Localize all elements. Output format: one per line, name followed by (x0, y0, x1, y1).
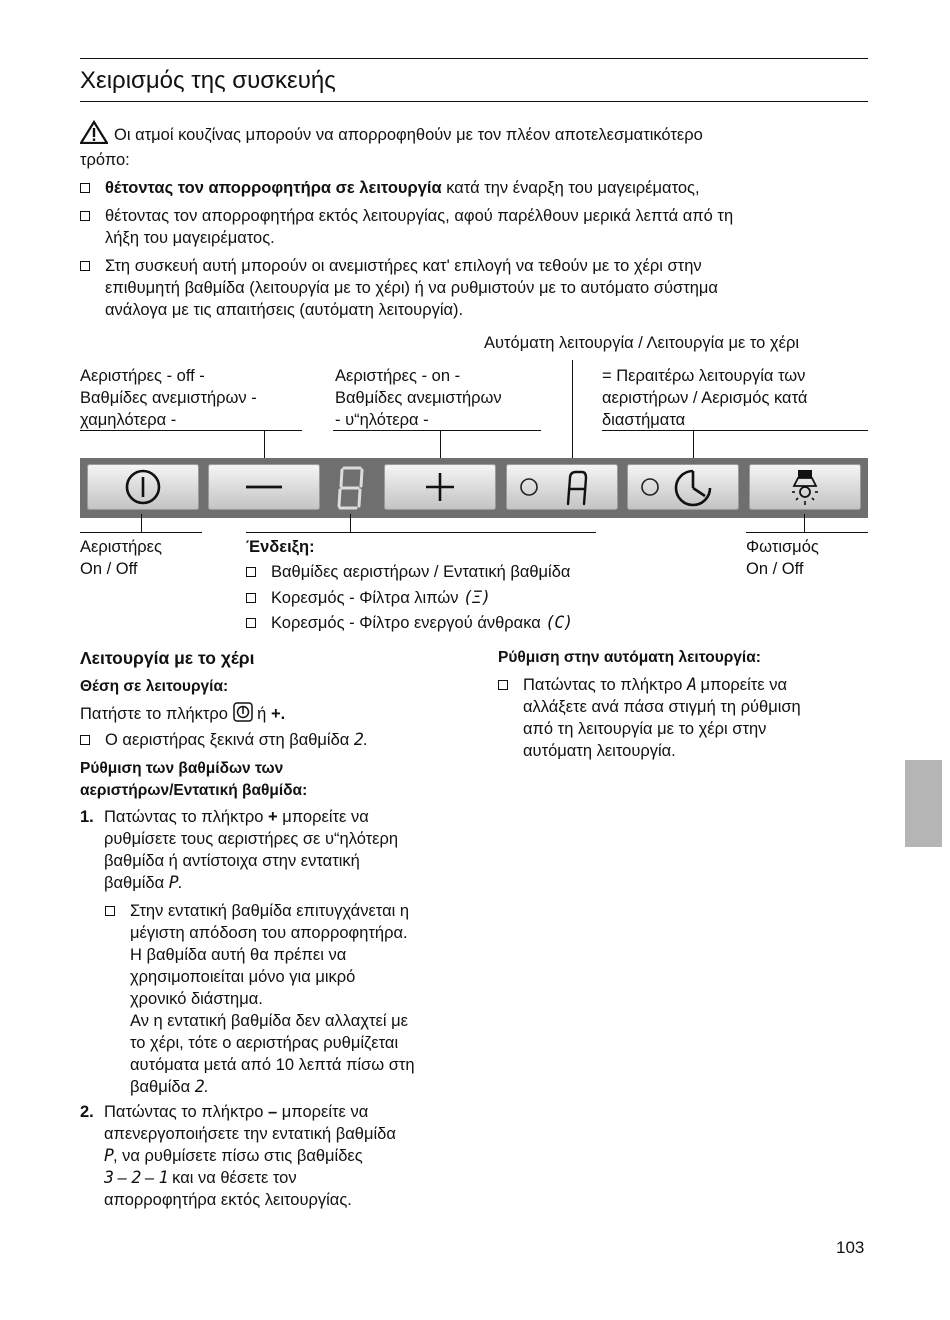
text: βαθμίδα ή αντίστοιχα στην εντατική (104, 852, 360, 870)
text: Πατώντας το πλήκτρο (104, 1103, 264, 1121)
list-item (80, 729, 480, 751)
text: αλλάξετε ανά πάσα στιγμή τη ρύθμιση (523, 698, 801, 716)
level-digit: P (104, 1146, 113, 1165)
step-number: 1. (80, 808, 94, 826)
text: από τη λειτουργία με το χέρι στην (523, 720, 767, 738)
manual-heading: Λειτουργία με το χέρι (80, 648, 255, 668)
manual-press-line (80, 702, 285, 728)
warning-text-cont: τρόπο: (80, 151, 130, 169)
level-digit: 3 (104, 1168, 113, 1187)
level-digit: 2 (131, 1168, 141, 1187)
list-item (80, 177, 880, 199)
text: Στην εντατική βαθμίδα επιτυγχάνεται η (130, 902, 410, 920)
leader-line (602, 430, 868, 431)
label-line: χαμηλότερα - (80, 411, 177, 429)
auto-icon (506, 464, 618, 510)
power-button[interactable] (87, 464, 199, 510)
list-item-line: λήξη του μαγειρέματος. (105, 229, 275, 247)
list-item (246, 612, 716, 634)
text: Πατώντας το πλήκτρο (104, 808, 264, 826)
power-icon (87, 464, 199, 510)
display-code: (Ξ) (463, 588, 490, 607)
level-digit: 2 (353, 730, 363, 749)
text: – (117, 1169, 127, 1187)
minus-key-text: – (268, 1103, 278, 1121)
list-item-line: Στη συσκευή αυτή μπορούν οι ανεμιστήρες κατ' επιλογή να τεθούν με το χέρι στην (105, 257, 702, 275)
text: χρονικό διάστημα. (130, 990, 263, 1008)
list-item-line: ανάλογα με τις απαιτήσεις (αυτόματη λειτουργία). (105, 301, 464, 319)
text: – (144, 1169, 155, 1187)
text: απορροφητήρα εκτός λειτουργίας. (104, 1191, 352, 1209)
text: μπορείτε να (700, 676, 788, 694)
text: Πατήστε το πλήκτρο (80, 705, 228, 723)
text: μπορείτε να (281, 1103, 369, 1121)
text: αυτόματη λειτουργία. (523, 742, 676, 760)
digit-display (332, 462, 372, 514)
label-line: Βαθμίδες ανεμιστήρων (335, 389, 502, 407)
list-item (246, 561, 716, 583)
leader-line (804, 514, 805, 532)
text: μπορείτε να (282, 808, 369, 826)
label-line: Αεριστήρες - on - (335, 367, 461, 385)
minus-icon (208, 464, 320, 510)
manual-sub-start: Θέση σε λειτουργία: (80, 678, 229, 695)
list-item (80, 205, 880, 249)
label-line: On / Off (746, 560, 804, 578)
leader-line (80, 532, 202, 533)
plus-icon (384, 464, 496, 510)
display-title: Ένδειξη: (246, 538, 315, 556)
checkbox-bullet-icon (80, 183, 90, 193)
header-top-rule (80, 58, 868, 59)
text: το χέρι, τότε ο αεριστήρας ρυθμίζεται (130, 1034, 399, 1052)
page-number: 103 (836, 1238, 865, 1257)
label-auto-manual: Αυτόματη λειτουργία / Λειτουργία με το χέρι (484, 334, 799, 352)
step-2 (80, 1101, 480, 1211)
checkbox-bullet-icon (246, 593, 256, 603)
plus-key-text: +. (270, 705, 286, 723)
checkbox-bullet-icon (246, 618, 256, 628)
auto-key-glyph: A (687, 675, 696, 694)
auto-button[interactable] (506, 464, 618, 510)
list-item (498, 674, 868, 762)
list-item-bold: θέτοντας τον απορροφητήρα σε λειτουργία (105, 179, 442, 197)
list-item (105, 900, 480, 1098)
text: ρυθμίσετε τους αεριστήρες σε υ“ηλότερη (104, 830, 399, 848)
timer-icon (627, 464, 739, 510)
text: Ρύθμιση των βαθμίδων των (80, 760, 284, 777)
step-number: 2. (80, 1103, 94, 1121)
text: Ο αεριστήρας ξεκινά στη βαθμίδα (105, 731, 350, 749)
checkbox-bullet-icon (80, 261, 90, 271)
label-light (746, 536, 819, 580)
auto-heading: Ρύθμιση στην αυτόματη λειτουργία: (498, 649, 761, 666)
warning-block (80, 120, 880, 150)
interval-button[interactable] (627, 464, 739, 510)
label-line: αεριστήρων / Αερισμός κατά (602, 389, 808, 407)
text: αυτόματα μετά από 10 λεπτά πίσω στη (130, 1056, 415, 1074)
list-item-line: θέτοντας τον απορροφητήρα εκτός λειτουργίας, αφού παρέλθουν μερικά λεπτά από τη (105, 207, 734, 225)
checkbox-bullet-icon (246, 567, 256, 577)
text: Η βαθμίδα αυτή θα πρέπει να (130, 946, 347, 964)
label-line: Αεριστήρες - off - (80, 367, 205, 385)
list-item-rest: κατά την έναρξη του μαγειρέματος, (441, 179, 700, 197)
text: Πατώντας το πλήκτρο (523, 676, 683, 694)
warning-icon (80, 120, 108, 150)
list-item-line: επιθυμητή βαθμίδα (λειτουργία με το χέρι) ή να ρυθμιστούν με το αυτόματο σύστημα (105, 279, 718, 297)
text: . (177, 874, 183, 892)
display-code: (C) (545, 613, 573, 632)
text: μέγιστη απόδοση του απορροφητήρα. (130, 924, 408, 942)
label-interval (602, 365, 807, 431)
display-item: Κορεσμός - Φίλτρο ενεργού άνθρακα (271, 614, 541, 632)
label-fans-on (335, 365, 502, 431)
checkbox-bullet-icon (80, 735, 90, 745)
label-line: - υ“ηλότερα - (335, 411, 429, 429)
label-line: διαστήματα (602, 411, 686, 429)
label-line: Βαθμίδες ανεμιστήρων - (80, 389, 257, 407)
leader-line (333, 430, 541, 431)
text: βαθμίδα (104, 874, 165, 892)
text: αεριστήρων/Εντατική βαθμίδα: (80, 782, 308, 799)
step-1 (80, 806, 480, 894)
text: βαθμίδα (130, 1078, 191, 1096)
label-line: Φωτισμός (746, 538, 819, 556)
display-item: Κορεσμός - Φίλτρα λιπών (271, 589, 459, 607)
checkbox-bullet-icon (498, 680, 508, 690)
leader-line (746, 532, 868, 533)
display-item: Βαθμίδες αεριστήρων / Εντατική βαθμίδα (271, 563, 571, 581)
text: Αν η εντατική βαθμίδα δεν αλλαχτεί με (130, 1012, 408, 1030)
manual-sub-levels (80, 758, 307, 802)
leader-line (572, 360, 573, 464)
checkbox-bullet-icon (105, 906, 115, 916)
warning-text: Οι ατμοί κουζίνας μπορούν να απορροφηθούν με τον πλέον αποτελεσματικότερο (114, 126, 703, 144)
list-item (80, 255, 880, 321)
level-digit: 2 (194, 1077, 204, 1096)
leader-line (246, 532, 596, 533)
text: χρησιμοποιείται μόνο για μικρό (130, 968, 356, 986)
leader-line (141, 514, 142, 532)
label-fans-off (80, 365, 257, 431)
text: ή (257, 705, 267, 723)
minus-button[interactable] (208, 464, 320, 510)
label-line: = Περαιτέρω λειτουργία των (602, 367, 806, 385)
level-digit: P (168, 873, 178, 892)
section-tab-marker (905, 760, 942, 847)
level-digit: 1 (158, 1168, 168, 1187)
label-power (80, 536, 162, 580)
text: , να ρυθμίσετε πίσω στις βαθμίδες (112, 1147, 363, 1165)
leader-line (80, 430, 302, 431)
light-button[interactable] (749, 464, 861, 510)
page-title: Χειρισμός της συσκευής (80, 67, 336, 94)
text: και να θέσετε τον (172, 1169, 297, 1187)
plus-button[interactable] (384, 464, 496, 510)
light-icon (749, 464, 861, 510)
text: απενεργοποιήσετε την εντατική βαθμίδα (104, 1125, 396, 1143)
plus-key-text: + (268, 808, 278, 826)
label-line: On / Off (80, 560, 138, 578)
control-panel (80, 458, 868, 518)
list-item (246, 587, 716, 609)
checkbox-bullet-icon (80, 211, 90, 221)
leader-line (350, 514, 351, 532)
text: . (362, 731, 368, 749)
power-key-icon (233, 702, 253, 728)
header-bottom-rule (80, 101, 868, 102)
text: . (203, 1078, 209, 1096)
label-line: Αεριστήρες (80, 538, 162, 556)
